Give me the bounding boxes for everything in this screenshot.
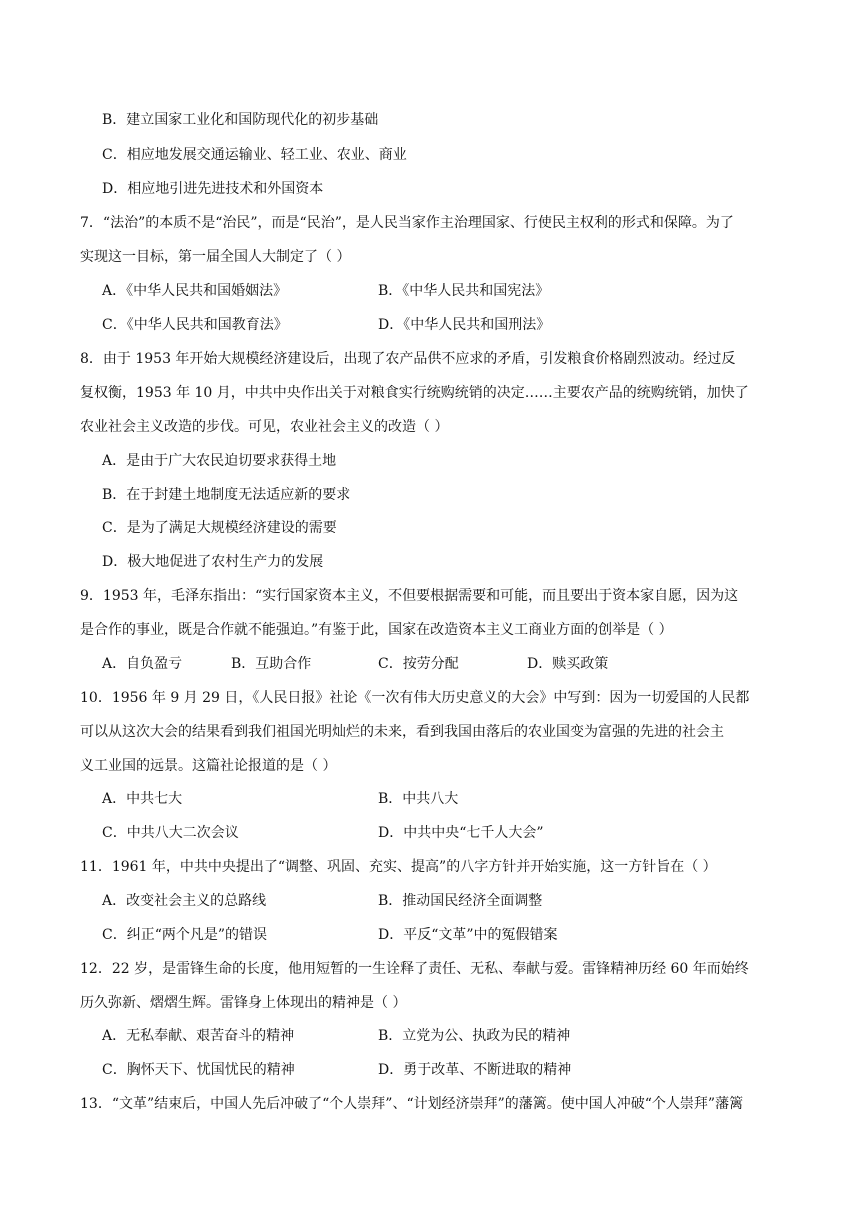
q10-stem-line-1: 10．1956 年 9 月 29 日，《人民日报》社论《一次有伟大历史意义的大会》中写到：因为一切爱国的人民都 [80,690,750,706]
q10-option-c[interactable]: C．中共八大二次会议 [102,825,239,841]
q12-option-d[interactable]: D．勇于改革、不断进取的精神 [378,1062,572,1078]
q12-option-c[interactable]: C．胸怀天下、忧国忧民的精神 [102,1062,295,1078]
q11-stem-line-1: 11．1961 年，中共中央提出了“调整、巩固、充实、提高”的八字方针并开始实施，这一方针旨在（ ） [80,859,717,875]
q8-option-b[interactable]: B．在于封建土地制度无法适应新的要求 [102,487,351,503]
q9-stem-line-1: 9．1953 年，毛泽东指出：“实行国家资本主义，不但要根据需要和可能，而且要出于资本家自愿，因为这 [80,588,739,604]
q9-option-d[interactable]: D．赎买政策 [527,656,609,672]
q7-option-b[interactable]: B．《中华人民共和国宪法》 [378,283,550,299]
q12-option-b[interactable]: B．立党为公、执政为民的精神 [378,1028,571,1044]
q7-stem-line-1: 7．“法治”的本质不是“治民”，而是“民治”，是人民当家作主治理国家、行使民主权利的形式和保障。为了 [80,215,734,231]
q8-stem-line-3: 农业社会主义改造的步伐。可见，农业社会主义的改造（ ） [80,419,449,435]
q10-stem-line-2: 可以从这次大会的结果看到我们祖国光明灿烂的未来，看到我国由落后的农业国变为富强的先进的社会主 [80,724,724,740]
q11-option-c[interactable]: C．纠正“两个凡是”的错误 [102,927,268,943]
q7-option-c[interactable]: C．《中华人民共和国教育法》 [102,317,288,333]
q9-option-a[interactable]: A．自负盈亏 [102,656,183,672]
q9-option-c[interactable]: C．按劳分配 [378,656,459,672]
q6-option-d[interactable]: D．相应地引进先进技术和外国资本 [102,181,324,197]
q6-option-c[interactable]: C．相应地发展交通运输业、轻工业、农业、商业 [102,147,407,163]
q11-option-b[interactable]: B．推动国民经济全面调整 [378,893,543,909]
q8-stem-line-1: 8．由于 1953 年开始大规模经济建设后，出现了农产品供不应求的矛盾，引发粮食价格剧烈波动。经过反 [80,351,736,367]
q8-option-c[interactable]: C．是为了满足大规模经济建设的需要 [102,520,337,536]
q8-option-d[interactable]: D．极大地促进了农村生产力的发展 [102,554,324,570]
q11-option-a[interactable]: A．改变社会主义的总路线 [102,893,267,909]
q7-option-d[interactable]: D．《中华人民共和国刑法》 [378,317,551,333]
q9-stem-line-2: 是合作的事业，既是合作就不能强迫。”有鉴于此，国家在改造资本主义工商业方面的创举是（ ） [80,622,673,638]
q12-stem-line-1: 12．22 岁，是雷锋生命的长度，他用短暂的一生诠释了责任、无私、奉献与爱。雷锋精神历经 60 年而始终 [80,961,749,977]
q8-stem-line-2: 复权衡，1953 年 10 月，中共中央作出关于对粮食实行统购统销的决定……主要农产品的统购统销，加快了 [80,385,749,401]
q12-stem-line-2: 历久弥新、熠熠生辉。雷锋身上体现出的精神是（ ） [80,995,407,1011]
q7-stem-line-2: 实现这一目标，第一届全国人大制定了（ ） [80,249,351,265]
q10-option-a[interactable]: A．中共七大 [102,791,183,807]
q7-option-a[interactable]: A．《中华人民共和国婚姻法》 [102,283,288,299]
q8-option-a[interactable]: A．是由于广大农民迫切要求获得土地 [102,453,337,469]
q10-stem-line-3: 义工业国的远景。这篇社论报道的是（ ） [80,758,337,774]
q13-stem-line-1: 13．“文革”结束后，中国人先后冲破了“个人崇拜”、“计划经济崇拜”的藩篱。使中国人冲破“个人崇拜”藩篱 [80,1096,744,1112]
q10-option-b[interactable]: B．中共八大 [378,791,459,807]
q11-option-d[interactable]: D．平反“文革”中的冤假错案 [378,927,558,943]
q6-option-b[interactable]: B．建立国家工业化和国防现代化的初步基础 [102,112,379,128]
q12-option-a[interactable]: A．无私奉献、艰苦奋斗的精神 [102,1028,295,1044]
q10-option-d[interactable]: D．中共中央“七千人大会” [378,825,544,841]
q9-option-b[interactable]: B．互助合作 [231,656,312,672]
